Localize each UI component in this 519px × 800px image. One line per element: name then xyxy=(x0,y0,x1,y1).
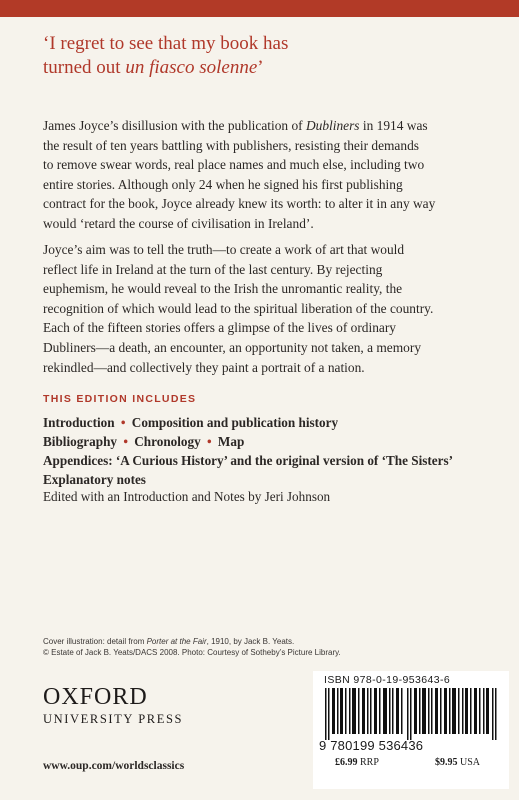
credit-text: Cover illustration: detail from xyxy=(43,637,147,646)
includes-item: Bibliography xyxy=(43,434,118,449)
isbn-text: ISBN 978-0-19-953643-6 xyxy=(324,674,451,686)
publisher-name: OXFORD xyxy=(43,684,148,710)
blurb-line: rekindled—and collectively they paint a portrait of a nation. xyxy=(43,359,365,375)
pull-quote-italic: un fiasco solenne xyxy=(125,57,258,78)
blurb-line: euphemism, he would reveal to the Irish the unromantic reality, the xyxy=(43,281,403,297)
price-us-suffix: USA xyxy=(457,757,481,768)
publisher-url[interactable]: www.oup.com/worldsclassics xyxy=(43,760,185,772)
blurb-line: Joyce’s aim was to tell the truth—to create a work of art that would xyxy=(43,242,405,257)
credit-line xyxy=(43,636,503,647)
pull-quote xyxy=(43,32,483,80)
includes-row xyxy=(43,432,503,451)
book-title-italic: Dubliners xyxy=(305,118,360,133)
includes-row: Explanatory notes xyxy=(43,472,146,487)
price-us xyxy=(435,757,480,768)
blurb-line: to remove swear words, real place names and much else, including two xyxy=(43,157,425,173)
blurb-line xyxy=(43,116,493,136)
barcode-icon xyxy=(321,688,501,740)
price-uk-suffix: RRP xyxy=(357,757,379,768)
blurb-line: would ‘retard the course of civilisation in Ireland’. xyxy=(43,215,314,231)
top-color-band xyxy=(0,0,519,17)
edition-includes-list xyxy=(43,413,503,489)
includes-row: Appendices: ‘A Curious History’ and the original version of ‘The Sisters’ xyxy=(43,453,454,468)
price-uk-value: £6.99 xyxy=(335,757,358,768)
includes-item: Composition and publication history xyxy=(131,415,339,430)
barcode-digits: 9 780199 536436 xyxy=(319,738,424,753)
price-uk xyxy=(335,757,379,768)
pull-quote-line-1: ‘I regret to see that my book has xyxy=(43,33,289,54)
cover-illustration-credit xyxy=(43,636,503,658)
blurb-line: Each of the fifteen stories offers a glimpse of the lives of ordinary xyxy=(43,320,397,336)
includes-item: Chronology xyxy=(134,434,201,449)
blurb-line: recognition of which would lead to the spiritual liberation of the country. xyxy=(43,300,434,316)
pull-quote-text: turned out xyxy=(43,57,126,78)
includes-row xyxy=(43,413,503,432)
blurb-line: entire stories. Although only 24 when he signed his first publishing xyxy=(43,176,403,192)
blurb-paragraph-1 xyxy=(43,116,493,234)
painting-title-italic: Porter at the Fair xyxy=(146,637,207,646)
edition-heading: THIS EDITION INCLUDES xyxy=(43,393,197,405)
credit-line: © Estate of Jack B. Yeats/DACS 2008. Photo: Courtesy of Sotheby’s Picture Library. xyxy=(43,648,341,657)
publisher-subtitle: UNIVERSITY PRESS xyxy=(43,712,184,726)
blurb-line: Dubliners—a death, an encounter, an opportunity not taken, a memory xyxy=(43,339,422,355)
blurb-text: James Joyce’s disillusion with the publication of xyxy=(43,118,306,133)
editor-credit: Edited with an Introduction and Notes by Jeri Johnson xyxy=(43,489,331,504)
bullet-icon: • xyxy=(207,434,212,449)
includes-item: Map xyxy=(217,434,245,449)
credit-text: , 1910, by Jack B. Yeats. xyxy=(206,637,295,646)
publisher-logo xyxy=(43,685,183,727)
blurb-paragraph-2 xyxy=(43,240,493,377)
bullet-icon: • xyxy=(123,434,128,449)
blurb-text: in 1914 was xyxy=(359,118,428,133)
bullet-icon: • xyxy=(120,415,126,430)
blurb-line: reflect life in Ireland at the turn of the last century. By rejecting xyxy=(43,261,383,277)
includes-item: Introduction xyxy=(43,415,115,430)
pull-quote-line-2 xyxy=(43,56,483,80)
blurb-line: contract for the book, Joyce already knew its worth: to alter it in any way xyxy=(43,196,436,212)
barcode-label xyxy=(313,671,509,789)
pull-quote-close: ’ xyxy=(257,57,264,78)
price-us-value: $9.95 xyxy=(435,757,458,768)
blurb-line: the result of ten years battling with publishers, resisting their demands xyxy=(43,137,419,153)
